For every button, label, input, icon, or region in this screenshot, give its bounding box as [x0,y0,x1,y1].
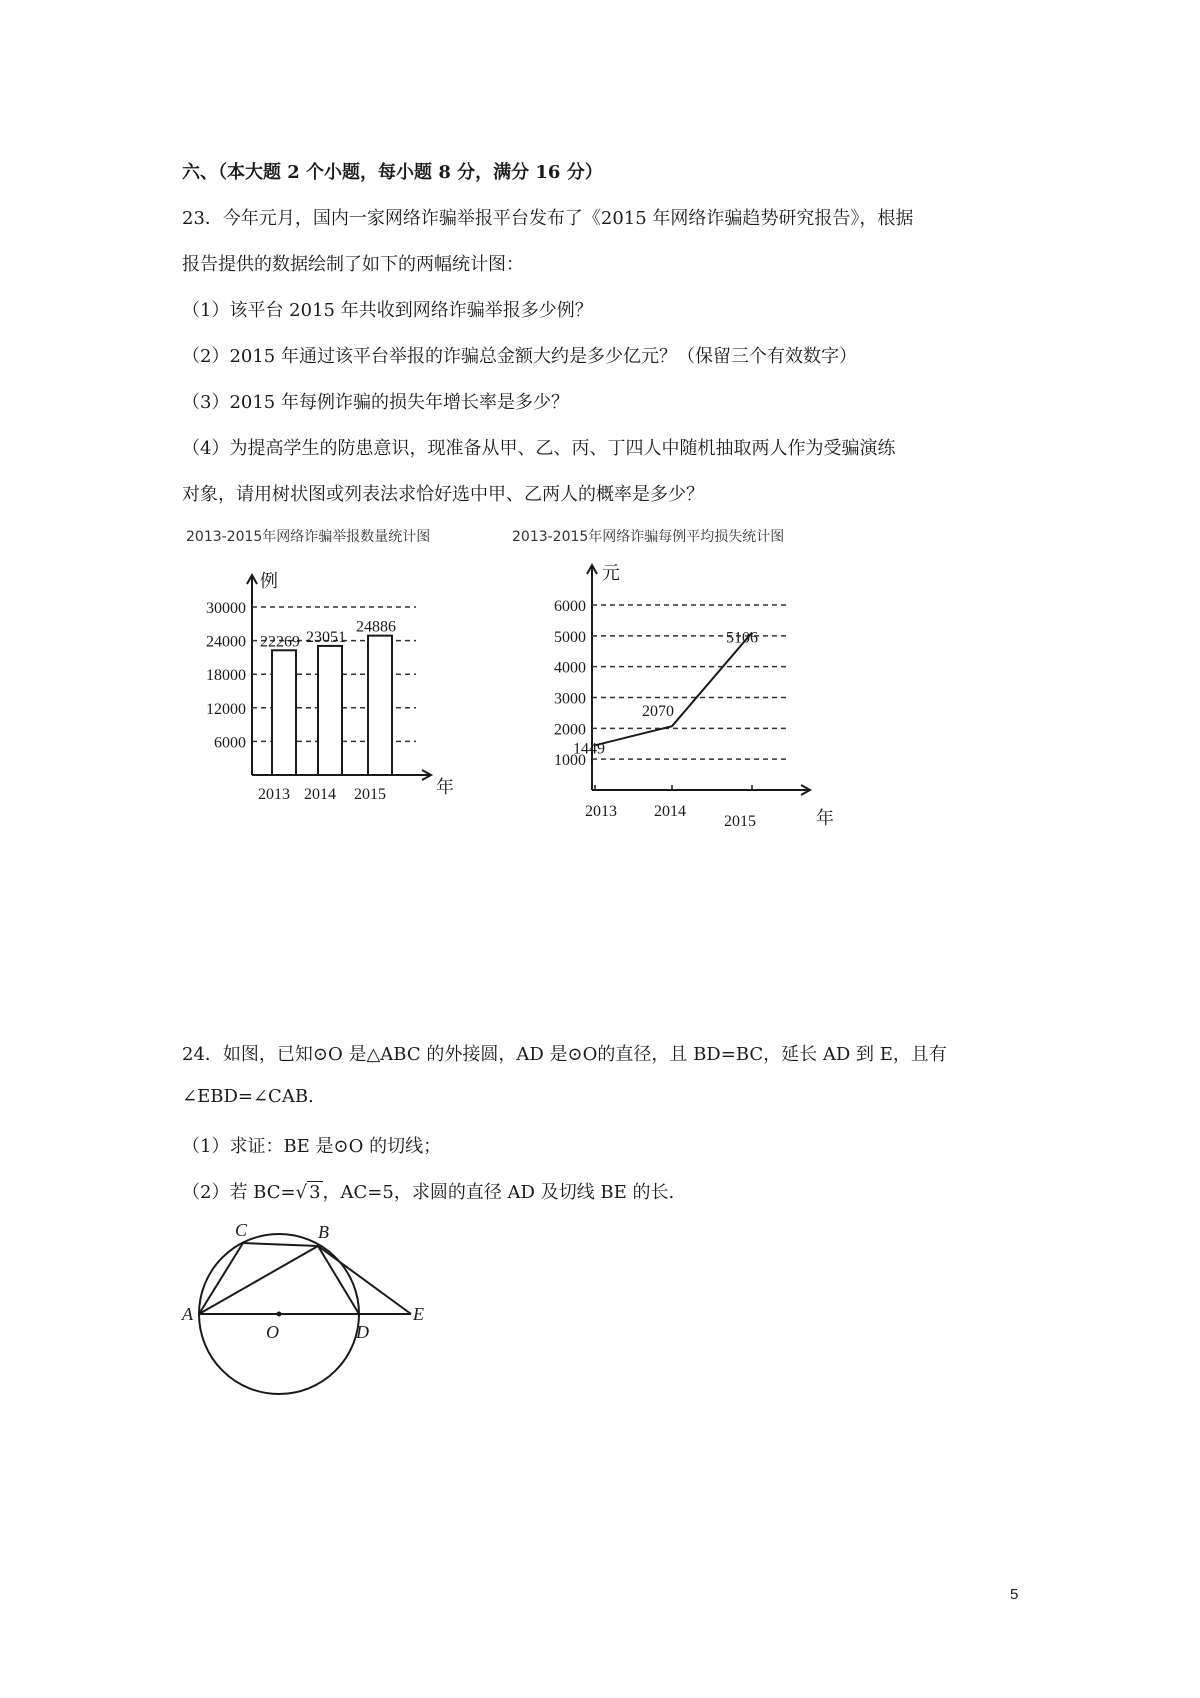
bar-y-tick-label: 12000 [206,700,246,718]
label-c: C [235,1220,248,1240]
q23-part3: （3）2015 年每例诈骗的损失年增长率是多少？ [182,392,569,413]
q24-line1: 24．如图，已知⊙O 是△ABC 的外接圆，AD 是⊙O的直径，且 BD=BC，延长 AD 到 E，且有 [182,1044,947,1065]
q23-line1: 23．今年元月，国内一家网络诈骗举报平台发布了《2015 年网络诈骗趋势研究报告》，根据 [182,208,914,229]
segment-ac [199,1243,243,1314]
bar-x-axis-label: 年 [436,777,454,797]
sqrt-expression: √ 3 [295,1182,321,1203]
q23-part4b: 对象，请用树状图或列表法求恰好选中甲、乙两人的概率是多少？ [182,484,704,505]
bar-value-label: 24886 [356,618,396,636]
line-y-tick-label: 3000 [554,690,586,708]
bar [272,650,296,775]
section-heading: 六、（本大题 2 个小题，每小题 8 分，满分 16 分） [182,162,603,183]
line-value-label: 5106 [726,629,758,647]
bar-y-axis-label: 例 [260,571,278,591]
q24-line2: ∠EBD=∠CAB. [182,1086,314,1107]
line-value-label: 1449 [573,740,605,758]
segment-bd [318,1246,359,1314]
line-x-tick-label: 2015 [724,813,756,830]
line-x-axis-label: 年 [816,808,834,828]
line-y-tick-label: 1000 [554,752,586,770]
label-e: E [413,1304,424,1324]
line-x-tick-label: 2013 [585,803,617,820]
line-chart-title: 2013-2015年网络诈骗每例平均损失统计图 [512,529,785,545]
bar-y-tick-label: 24000 [206,633,246,651]
bar-chart-title: 2013-2015年网络诈骗举报数量统计图 [186,529,431,545]
page-number: 5 [1010,1586,1019,1603]
sqrt-radicand: 3 [309,1182,321,1203]
bar-x-tick-label: 2015 [354,786,386,803]
q24-part2 [182,1178,674,1204]
line-value-label: 2070 [642,703,674,721]
q23-part2: （2）2015 年通过该平台举报的诈骗总金额大约是多少亿元？（保留三个有效数字） [182,346,857,367]
bar-y-tick-label: 18000 [206,667,246,685]
line-y-tick-label: 4000 [554,659,586,677]
q23-part1: （1）该平台 2015 年共收到网络诈骗举报多少例？ [182,300,593,321]
q24-part1: （1）求证：BE 是⊙O 的切线； [182,1136,442,1157]
bar [318,646,342,775]
bar-y-tick-label: 30000 [206,600,246,617]
q23-part4a: （4）为提高学生的防患意识，现准备从甲、乙、丙、丁四人中随机抽取两人作为受骗演练 [182,438,896,459]
q23-line2: 报告提供的数据绘制了如下的两幅统计图： [182,254,524,275]
bar-x-tick-label: 2014 [304,786,336,803]
segment-ab [199,1246,318,1314]
circle-geometry-figure [178,1210,438,1395]
label-d: D [356,1322,369,1342]
line-y-axis-label: 元 [602,563,620,583]
line-chart [540,555,855,830]
bar-chart [186,555,476,820]
q24-part2-prefix: （2）若 BC= [182,1182,296,1203]
bar-x-tick-label: 2013 [258,786,290,803]
bar-value-label: 23051 [306,628,346,646]
line-y-tick-label: 5000 [554,628,586,646]
line-y-tick-label: 6000 [554,598,586,615]
line-x-tick-label: 2014 [654,803,686,820]
label-a: A [182,1304,193,1324]
q24-part2-suffix: ，AC=5，求圆的直径 AD 及切线 BE 的长. [322,1182,675,1203]
bar [368,636,392,775]
line-y-tick-label: 2000 [554,721,586,739]
label-o: O [266,1322,279,1342]
bar-value-label: 22269 [260,633,300,651]
segment-cb [243,1243,318,1246]
bar-y-tick-label: 6000 [214,734,246,752]
label-b: B [318,1222,329,1242]
segment-be [318,1246,411,1314]
center-point-o [277,1312,282,1317]
